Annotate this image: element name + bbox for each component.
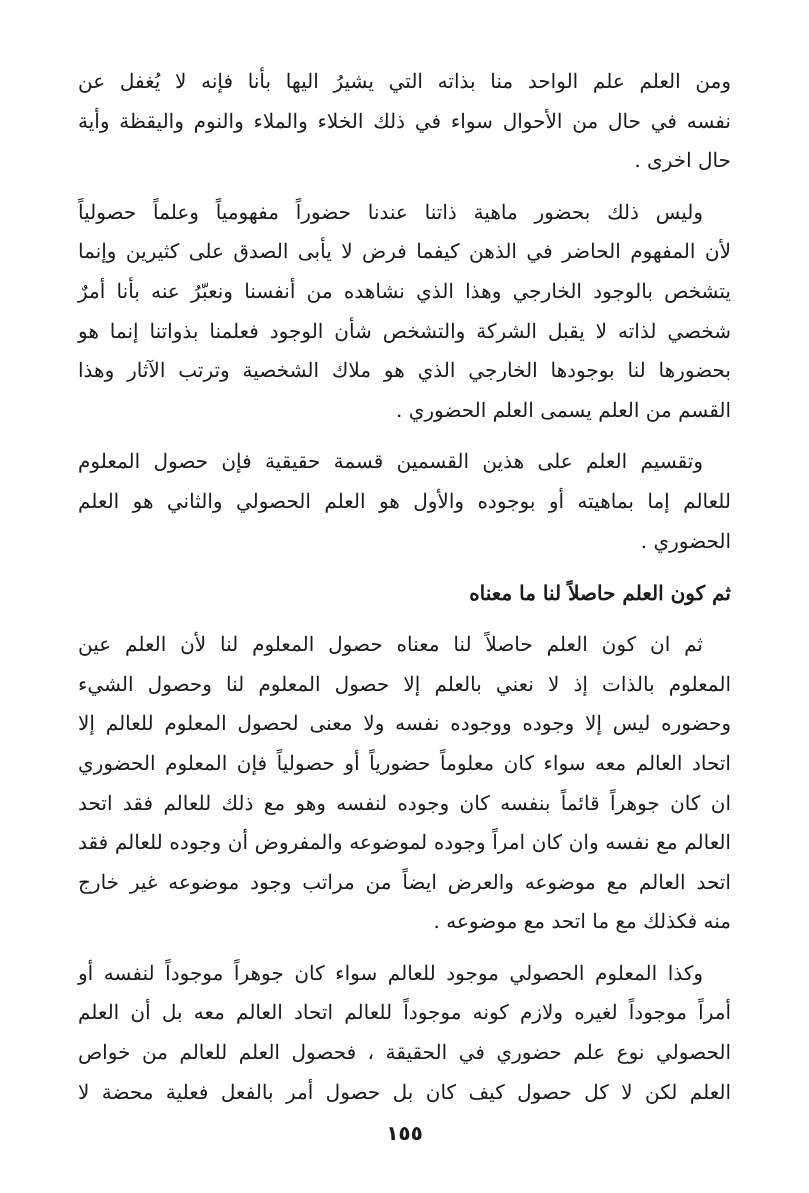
- paragraph-5: [78, 954, 731, 1112]
- paragraph-1: [78, 62, 731, 181]
- text-line: الحضوري .: [640, 528, 731, 553]
- text-line: اتحد العالم مع موضوعه والعرض ايضاً من مراتب وجود موضوعه غير خارج: [78, 869, 731, 894]
- text-line: للعالم إما بماهيته أو بوجوده والأول هو العلم الحصولي والثاني هو العلم: [78, 488, 731, 513]
- text-line: لأن المفهوم الحاضر في الذهن كيفما فرض لا يأبى الصدق على كثيرين وإنما: [78, 239, 731, 264]
- text-line: حال اخرى .: [634, 148, 731, 173]
- text-line: وليس ذلك بحضور ماهية ذاتنا عندنا حضوراً مفهومياً وعلماً حصولياً: [78, 199, 704, 224]
- text-line: اتحاد العالم معه سواء كان معلوماً حضورياً أو حصولياً فإن المعلوم الحضوري: [78, 750, 731, 775]
- paragraph-3: [78, 442, 731, 561]
- text-line: ومن العلم علم الواحد منا بذاته التي يشيرُ اليها بأنا فإنه لا يُغفل عن: [78, 69, 731, 93]
- text-line: يتشخص بالوجود الخارجي وهذا الذي نشاهده من أنفسنا ونعبّرُ عنه بأنا أمرٌ: [78, 278, 731, 303]
- text-line: وتقسيم العلم على هذين القسمين قسمة حقيقية فإن حصول المعلوم: [78, 449, 703, 474]
- text-line: المعلوم بالذات إذ لا نعني بالعلم إلا حصول المعلوم لنا وحصول الشيء: [78, 671, 731, 696]
- paragraph-4: [78, 625, 731, 942]
- text-line: القسم من العلم يسمى العلم الحضوري .: [395, 397, 731, 422]
- text-line: العلم لكن لا كل حصول كيف كان بل حصول أمر بالفعل فعلية محضة لا: [78, 1079, 731, 1104]
- text-line: أمراً موجوداً لغيره ولازم كونه موجوداً للعالم اتحاد العالم معه بل أن العلم: [78, 1000, 731, 1025]
- text-line: العالم مع نفسه وان كان امراً وجوده لموضوعه والمفروض أن وجوده للعالم فقد: [78, 830, 731, 855]
- text-line: نفسه في حال من الأحوال سواء في ذلك الخلاء والملاء والنوم واليقظة وأية: [78, 108, 731, 133]
- document-page: [78, 62, 731, 1133]
- text-line: منه فكذلك مع ما اتحد مع موضوعه .: [433, 909, 731, 934]
- text-line: ان كان جوهراً قائماً بنفسه كان وجوده لنفسه وهو مع ذلك للعالم فقد اتحد: [78, 790, 731, 815]
- text-line: شخصي لذاته لا يقبل الشركة والتشخص شأن الوجود فعلمنا بذواتنا إنما هو: [78, 318, 731, 343]
- page-number: ١٥٥: [386, 1121, 423, 1145]
- text-line: ثم ان كون العلم حاصلاً لنا معناه حصول المعلوم لنا لأن العلم عين: [78, 632, 703, 657]
- section-heading: ثم كون العلم حاصلاً لنا ما معناه: [469, 581, 731, 606]
- text-line: بحضورها لنا بوجودها الخارجي الذي هو ملاك الشخصية وترتب الآثار وهذا: [78, 358, 731, 383]
- paragraph-2: [78, 193, 731, 431]
- text-line: الحصولي نوع علم حضوري في الحقيقة ، فحصول العلم للعالم من خواص: [78, 1040, 731, 1065]
- text-line: وحضوره ليس إلا وجوده ووجوده نفسه ولا معنى لحصول المعلوم للعالم إلا: [78, 711, 731, 736]
- text-line: وكذا المعلوم الحصولي موجود للعالم سواء كان جوهراً موجوداً لنفسه أو: [78, 960, 703, 985]
